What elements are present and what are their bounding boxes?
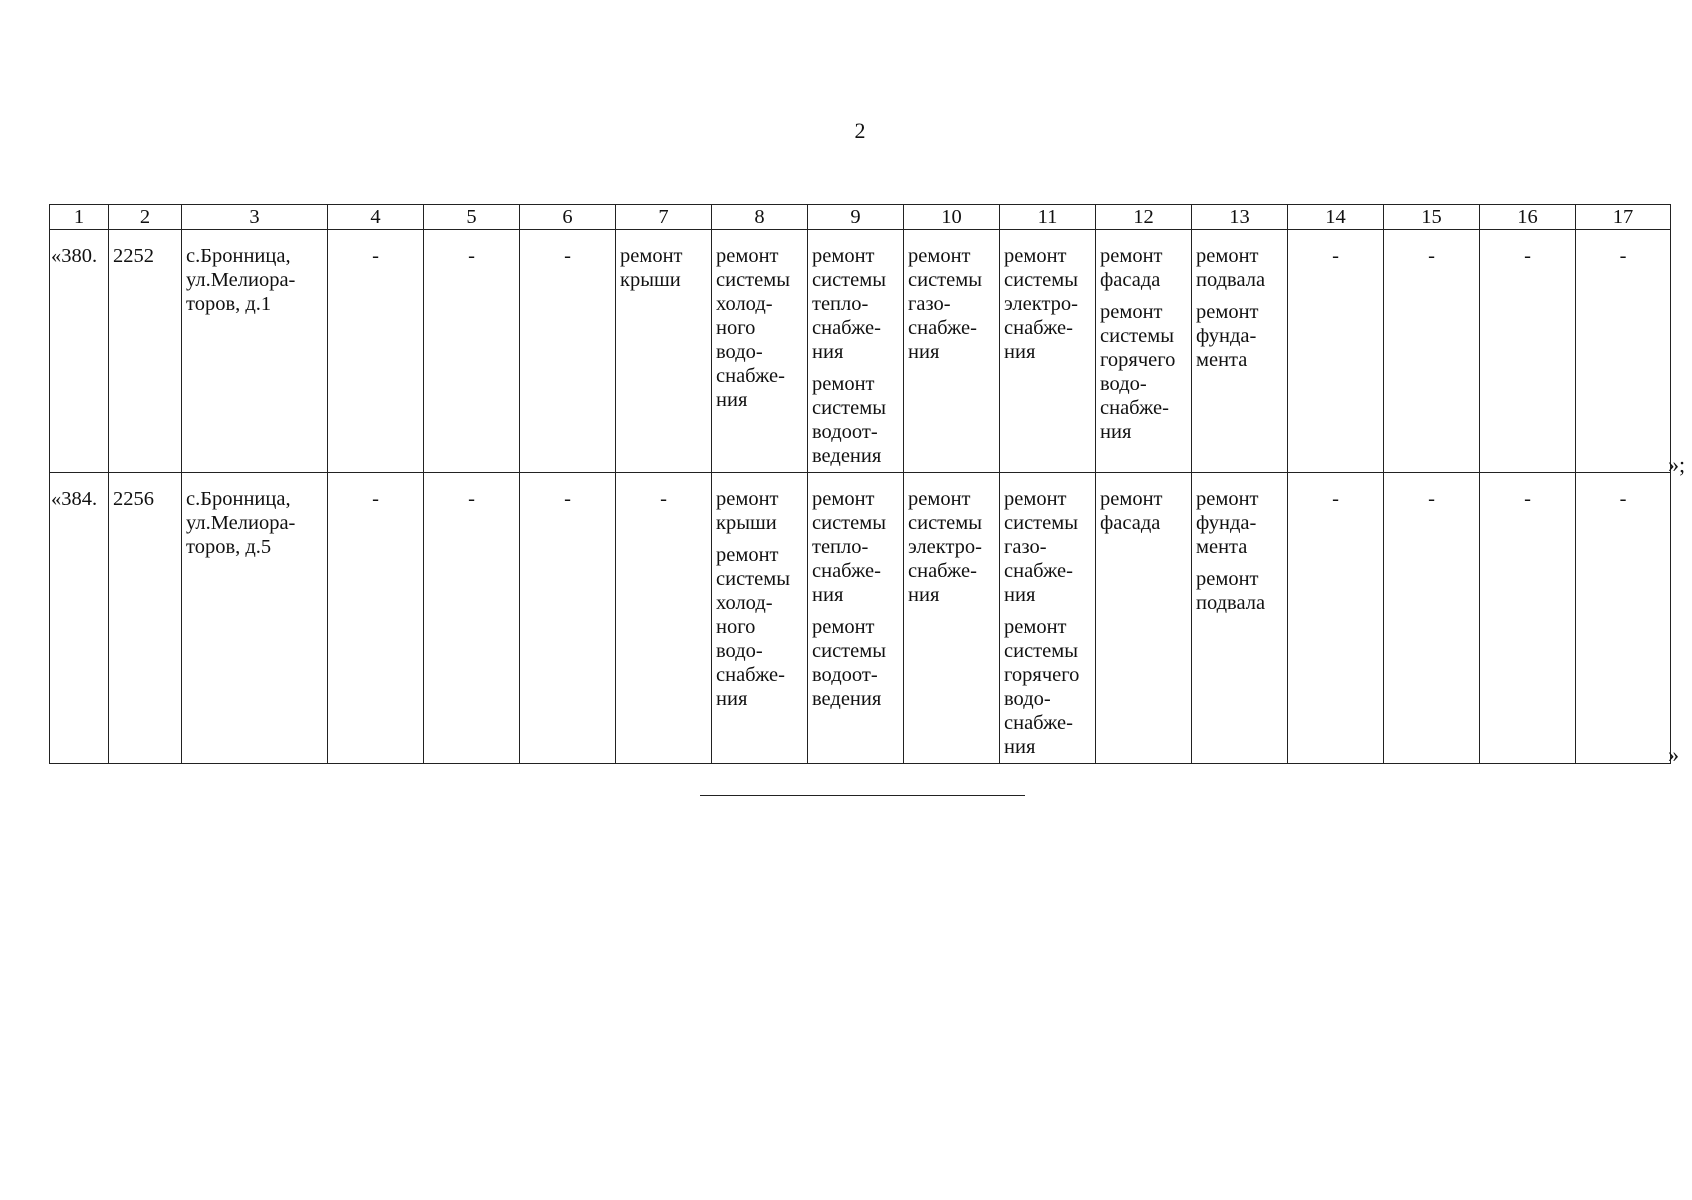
- cell-text-line: подвала: [1196, 592, 1266, 614]
- cell-text-line: ремонт: [1100, 245, 1163, 267]
- work-item: [1100, 300, 1188, 444]
- work-type-cell: [1096, 230, 1192, 473]
- column-number: 3: [182, 205, 328, 230]
- work-item: [812, 487, 900, 607]
- cell-text-line: тепло-: [812, 536, 869, 558]
- work-item: [812, 372, 900, 468]
- cell-text-line: ремонт: [716, 488, 779, 510]
- cell-text-line: подвала: [1196, 269, 1266, 291]
- cell-text-line: ремонт: [1100, 301, 1163, 323]
- column-number: 10: [904, 205, 1000, 230]
- cell-text-line: торов, д.1: [186, 293, 272, 315]
- cell-text-line: системы: [716, 269, 790, 291]
- work-item: [716, 543, 804, 711]
- column-number: 12: [1096, 205, 1192, 230]
- column-number: 13: [1192, 205, 1288, 230]
- empty-value-cell: -: [616, 473, 712, 764]
- work-type-cell: [712, 473, 808, 764]
- cell-text-line: системы: [1004, 269, 1078, 291]
- work-type-cell: [808, 473, 904, 764]
- end-rule: [700, 795, 1025, 796]
- cell-text-line: снабже-: [1004, 560, 1073, 582]
- cell-text-line: системы: [812, 269, 886, 291]
- cell-text-line: ремонт: [812, 488, 875, 510]
- cell-text-line: ного: [716, 317, 756, 339]
- column-number: 4: [328, 205, 424, 230]
- cell-text-line: снабже-: [812, 560, 881, 582]
- empty-value-cell: -: [328, 230, 424, 473]
- work-item: [908, 487, 996, 607]
- row-closing-quote: »;: [1668, 452, 1686, 477]
- cell-text-line: водо-: [1100, 373, 1147, 395]
- cell-text-line: системы: [812, 640, 886, 662]
- cell-text-line: ного: [716, 616, 756, 638]
- cell-text-line: ния: [812, 584, 844, 606]
- work-type-cell: [1000, 473, 1096, 764]
- column-number: 1: [50, 205, 109, 230]
- cell-text-line: снабже-: [1004, 317, 1073, 339]
- cell-text-line: тепло-: [812, 293, 869, 315]
- column-number: 7: [616, 205, 712, 230]
- work-item: [1100, 244, 1188, 292]
- work-type-cell: [904, 473, 1000, 764]
- work-item: [1004, 487, 1092, 607]
- cell-text-line: системы: [1100, 325, 1174, 347]
- cell-text-line: ния: [716, 389, 748, 411]
- column-number: 11: [1000, 205, 1096, 230]
- cell-text-line: ремонт: [716, 245, 779, 267]
- empty-value-cell: -: [1288, 473, 1384, 764]
- cell-text-line: горячего: [1004, 664, 1080, 686]
- cell-text-line: системы: [1004, 512, 1078, 534]
- page-number: 2: [854, 118, 866, 143]
- work-item: [716, 487, 804, 535]
- table-row: [50, 473, 1671, 764]
- cell-text-line: ния: [1004, 341, 1036, 363]
- cell-text-line: ремонт: [1196, 245, 1259, 267]
- cell-text-line: ния: [812, 341, 844, 363]
- cell-text-line: водо-: [716, 341, 763, 363]
- address-cell: [182, 473, 328, 764]
- work-item: [1004, 615, 1092, 759]
- cell-text-line: ремонт: [1196, 488, 1259, 510]
- column-number: 17: [1576, 205, 1671, 230]
- column-number: 16: [1480, 205, 1576, 230]
- cell-text-line: ремонт: [908, 488, 971, 510]
- cell-text-line: ремонт: [1100, 488, 1163, 510]
- cell-text-line: фасада: [1100, 512, 1161, 534]
- cell-text-line: мента: [1196, 349, 1248, 371]
- cell-text-line: ремонт: [620, 245, 683, 267]
- code-cell: 2252: [109, 230, 182, 473]
- empty-value-cell: -: [424, 230, 520, 473]
- row-number-cell: «380.: [50, 230, 109, 473]
- empty-value-cell: -: [520, 473, 616, 764]
- row-number-cell: «384.: [50, 473, 109, 764]
- empty-value-cell: -: [1576, 473, 1671, 764]
- cell-text-line: ремонт: [812, 373, 875, 395]
- cell-text-line: электро-: [1004, 293, 1078, 315]
- column-number: 8: [712, 205, 808, 230]
- cell-text-line: ремонт: [716, 544, 779, 566]
- cell-text-line: с.Бронница,: [186, 488, 291, 510]
- row-closing-quote: »: [1668, 742, 1679, 767]
- cell-text-line: водоот-: [812, 421, 878, 443]
- cell-text-line: водоот-: [812, 664, 878, 686]
- cell-text-line: системы: [716, 568, 790, 590]
- cell-text-line: снабже-: [812, 317, 881, 339]
- address-cell: [182, 230, 328, 473]
- cell-text-line: снабже-: [1004, 712, 1073, 734]
- work-item: [1196, 567, 1284, 615]
- cell-text-line: крыши: [620, 269, 681, 291]
- cell-text-line: ремонт: [1004, 488, 1067, 510]
- column-number: 2: [109, 205, 182, 230]
- work-item: [812, 615, 900, 711]
- cell-text-line: ремонт: [812, 245, 875, 267]
- code-cell: 2256: [109, 473, 182, 764]
- work-type-cell: [712, 230, 808, 473]
- empty-value-cell: -: [1480, 473, 1576, 764]
- cell-text-line: фунда-: [1196, 512, 1257, 534]
- empty-value-cell: -: [1384, 230, 1480, 473]
- cell-text-line: ремонт: [1196, 301, 1259, 323]
- empty-value-cell: -: [1480, 230, 1576, 473]
- work-type-cell: [904, 230, 1000, 473]
- work-item: [1196, 244, 1284, 292]
- cell-text-line: горячего: [1100, 349, 1176, 371]
- cell-text-line: холод-: [716, 592, 773, 614]
- cell-text-line: холод-: [716, 293, 773, 315]
- cell-text-line: системы: [812, 512, 886, 534]
- empty-value-cell: -: [520, 230, 616, 473]
- cell-text-line: системы: [908, 512, 982, 534]
- column-number: 6: [520, 205, 616, 230]
- cell-text-line: ремонт: [1004, 245, 1067, 267]
- cell-text-line: крыши: [716, 512, 777, 534]
- work-type-cell: [1192, 473, 1288, 764]
- cell-text-line: системы: [908, 269, 982, 291]
- cell-text-line: ния: [908, 341, 940, 363]
- work-item: [908, 244, 996, 364]
- column-number: 9: [808, 205, 904, 230]
- cell-text-line: снабже-: [1100, 397, 1169, 419]
- cell-text-line: ремонт: [1196, 568, 1259, 590]
- cell-text-line: ния: [1100, 421, 1132, 443]
- cell-text-line: ремонт: [1004, 616, 1067, 638]
- work-type-cell: [1192, 230, 1288, 473]
- work-type-cell: [808, 230, 904, 473]
- work-type-cell: [616, 230, 712, 473]
- cell-text-line: электро-: [908, 536, 982, 558]
- column-number-row: [50, 205, 1671, 230]
- cell-text-line: фунда-: [1196, 325, 1257, 347]
- cell-text-line: торов, д.5: [186, 536, 272, 558]
- work-type-cell: [1096, 473, 1192, 764]
- cell-text-line: системы: [1004, 640, 1078, 662]
- cell-text-line: ул.Мелиора-: [186, 512, 296, 534]
- cell-text-line: ведения: [812, 688, 882, 710]
- cell-text-line: ния: [908, 584, 940, 606]
- work-item: [1100, 487, 1188, 535]
- cell-text-line: газо-: [908, 293, 951, 315]
- cell-text-line: газо-: [1004, 536, 1047, 558]
- empty-value-cell: -: [328, 473, 424, 764]
- cell-text-line: мента: [1196, 536, 1248, 558]
- cell-text-line: ведения: [812, 445, 882, 467]
- column-number: 5: [424, 205, 520, 230]
- cell-text-line: ния: [716, 688, 748, 710]
- column-number: 14: [1288, 205, 1384, 230]
- cell-text-line: водо-: [716, 640, 763, 662]
- cell-text-line: снабже-: [908, 317, 977, 339]
- cell-text-line: ремонт: [908, 245, 971, 267]
- empty-value-cell: -: [1384, 473, 1480, 764]
- cell-text-line: ремонт: [812, 616, 875, 638]
- work-item: [716, 244, 804, 412]
- empty-value-cell: -: [1576, 230, 1671, 473]
- empty-value-cell: -: [424, 473, 520, 764]
- cell-text-line: снабже-: [716, 365, 785, 387]
- table-row: [50, 230, 1671, 473]
- work-item: [1004, 244, 1092, 364]
- work-item: [1196, 300, 1284, 372]
- work-type-cell: [1000, 230, 1096, 473]
- column-number: 15: [1384, 205, 1480, 230]
- cell-text-line: ул.Мелиора-: [186, 269, 296, 291]
- repair-schedule-table: [49, 204, 1671, 764]
- cell-text-line: снабже-: [716, 664, 785, 686]
- cell-text-line: фасада: [1100, 269, 1161, 291]
- empty-value-cell: -: [1288, 230, 1384, 473]
- cell-text-line: системы: [812, 397, 886, 419]
- work-item: [812, 244, 900, 364]
- cell-text-line: снабже-: [908, 560, 977, 582]
- work-item: [1196, 487, 1284, 559]
- cell-text-line: ния: [1004, 736, 1036, 758]
- cell-text-line: ния: [1004, 584, 1036, 606]
- cell-text-line: водо-: [1004, 688, 1051, 710]
- cell-text-line: с.Бронница,: [186, 245, 291, 267]
